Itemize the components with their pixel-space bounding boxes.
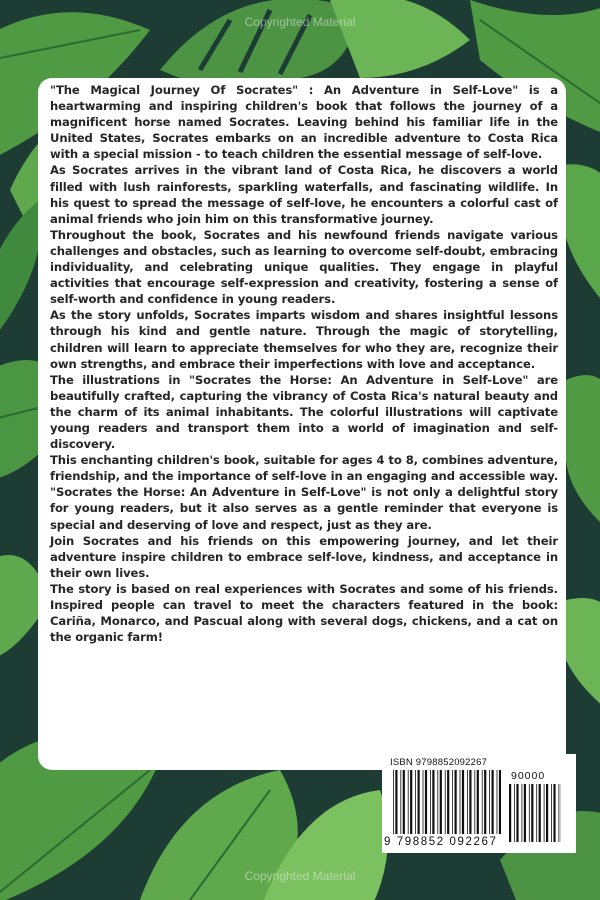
copyright-watermark-bottom: Copyrighted Material: [244, 869, 356, 883]
blurb-paragraph: The illustrations in "Socrates the Horse: An Adventure in Self-Love" are beautifully crafted, capturing the vibrancy of Costa Rica's natural beauty and the charm of its animal inhabitants. The colorful illustrations will captivate young readers and transport them into a world of imagination and self-discovery.: [50, 372, 558, 452]
blurb-paragraph: This enchanting children's book, suitable for ages 4 to 8, combines adventure, friendship, and the importance of self-love in an engaging and accessible way. "Socrates the Horse: An Adventure in Self-Love" is not only a delightful story for young readers, but it also serves as a gentle reminder that everyone is special and deserving of love and respect, just as they are.: [50, 453, 558, 532]
price-code: 90000: [511, 770, 546, 782]
isbn-label: ISBN 9798852092267: [390, 757, 488, 768]
isbn-barcode: [382, 754, 576, 853]
blurb-paragraph: As Socrates arrives in the vibrant land of Costa Rica, he discovers a world filled with lush rainforests, sparkling waterfalls, and fascinating wildlife. In his quest to spread the message of self-love, he encounters a colorful cast of animal friends who join him on this transformative journey.: [50, 163, 558, 226]
barcode-bars: [393, 770, 501, 834]
blurb-paragraph: As the story unfolds, Socrates imparts wisdom and shares insightful lessons through his kind and gentle nature. Through the magic of storytelling, children will learn to appreciate themselves for who they are, recognize their own strengths, and embrace their imperfections with love and acceptance.: [50, 308, 558, 371]
copyright-watermark-top: Copyrighted Material: [244, 15, 356, 29]
isbn-digits: 9 798852 092267: [384, 836, 498, 848]
blurb-paragraph: "The Magical Journey Of Socrates" : An Adventure in Self-Love" is a heartwarming and inspiring children's book that follows the journey of a magnificent horse named Socrates. Leaving behind his familiar life in the United States, Socrates embarks on an incredible adventure to Costa Rica with a special mission - to teach children the essential message of self-love.: [50, 83, 558, 162]
blurb-paragraph: Throughout the book, Socrates and his newfound friends navigate various challenges and obstacles, such as learning to overcome self-doubt, embracing individuality, and celebrating unique qualities. They engage in playful activities that encourage self-expression and creativity, fostering a sense of self-worth and confidence in young readers.: [50, 227, 558, 307]
blurb-text: [50, 82, 558, 645]
price-barcode-bars: [509, 784, 561, 842]
blurb-paragraph: Join Socrates and his friends on this empowering journey, and let their adventure inspire children to embrace self-love, kindness, and acceptance in their own lives.: [50, 533, 558, 580]
blurb-paragraph: The story is based on real experiences with Socrates and some of his friends. Inspired people can travel to meet the characters featured in the book: Cariña, Monarco, and Pascual along with several dogs, chickens, and a cat on the organic farm!: [50, 581, 558, 645]
blurb-panel: [38, 78, 566, 770]
